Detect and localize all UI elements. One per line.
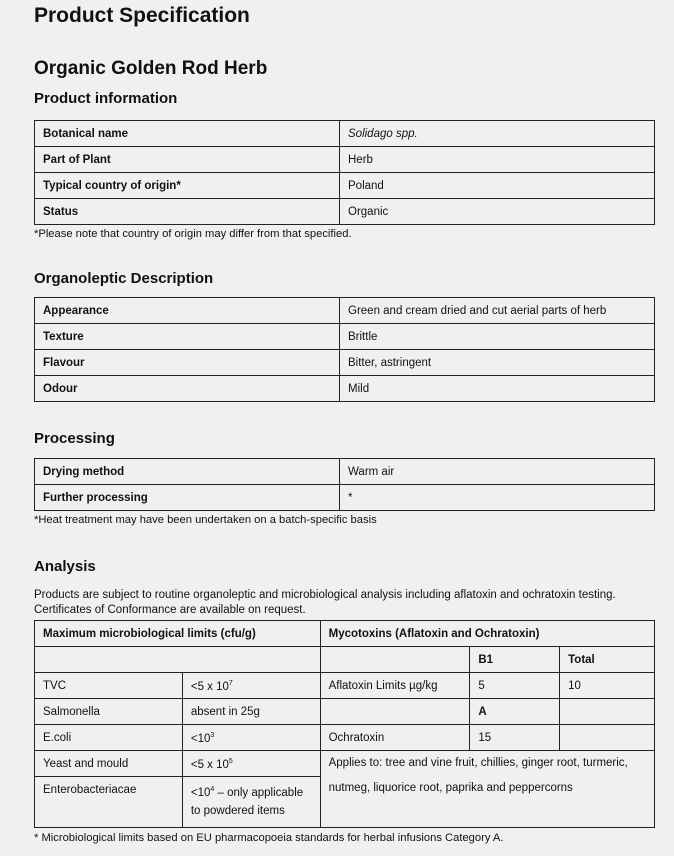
empty-cell — [35, 647, 321, 673]
table-label: Flavour — [35, 350, 340, 376]
organoleptic-table — [34, 297, 655, 402]
empty-cell — [320, 647, 470, 673]
table-value: Herb — [340, 147, 655, 173]
table-row — [35, 751, 655, 777]
applies-to-text: Applies to: tree and vine fruit, chillies, ginger root, turmeric, nutmeg, liquorice root, paprika and peppercorns — [320, 751, 654, 828]
empty-cell — [560, 699, 655, 725]
table-row — [35, 298, 655, 324]
table-label: Typical country of origin* — [35, 173, 340, 199]
table-row — [35, 376, 655, 402]
tvc-value: <5 x $10^7$ — [182, 673, 320, 699]
ecoli-value: $<10^3$ — [182, 725, 320, 751]
empty-cell — [560, 725, 655, 751]
heat-note: *Heat treatment may have been undertaken on a batch-specific basis — [34, 514, 377, 526]
salmonella-label: Salmonella — [35, 699, 183, 725]
mycotoxins-header: Mycotoxins (Aflatoxin and Ochratoxin) — [320, 621, 654, 647]
table-value: Poland — [340, 173, 655, 199]
yeast-value: <5 x $10^5$ — [182, 751, 320, 777]
table-row — [35, 350, 655, 376]
table-label: Botanical name — [35, 121, 340, 147]
ochratoxin-label: Ochratoxin — [320, 725, 470, 751]
table-row — [35, 147, 655, 173]
table-row — [35, 485, 655, 511]
ecoli-label: E.coli — [35, 725, 183, 751]
micro-footnote: * Microbiological limits based on EU pharmacopoeia standards for herbal infusions Category A. — [34, 832, 504, 844]
table-label: Status — [35, 199, 340, 225]
table-row — [35, 459, 655, 485]
product-info-heading: Product information — [34, 90, 178, 107]
analysis-heading: Analysis — [34, 558, 96, 575]
ochratoxin-subheader: A — [470, 699, 560, 725]
table-value: * — [340, 485, 655, 511]
table-label: Appearance — [35, 298, 340, 324]
table-row — [35, 725, 655, 751]
table-value: Organic — [340, 199, 655, 225]
table-row — [35, 324, 655, 350]
empty-cell — [320, 699, 470, 725]
col-b1-header: B1 — [470, 647, 560, 673]
table-label: Texture — [35, 324, 340, 350]
origin-note: *Please note that country of origin may differ from that specified. — [34, 228, 352, 240]
tvc-label: TVC — [35, 673, 183, 699]
entero-value: $<10^4$ – only applicable to powdered items — [182, 777, 320, 828]
processing-heading: Processing — [34, 430, 115, 447]
salmonella-value: absent in 25g — [182, 699, 320, 725]
product-name: Organic Golden Rod Herb — [34, 58, 268, 79]
table-value: Brittle — [340, 324, 655, 350]
table-value: Solidago spp. — [340, 121, 655, 147]
product-info-table — [34, 120, 655, 225]
analysis-intro: Products are subject to routine organoleptic and microbiological analysis including aflatoxin and ochratoxin testing. Certificates of Conformance are available on request. — [34, 589, 616, 616]
processing-table — [34, 458, 655, 511]
micro-limits-header: Maximum microbiological limits (cfu/g) — [35, 621, 321, 647]
page-title: Product Specification — [34, 4, 250, 27]
table-row — [35, 647, 655, 673]
aflatoxin-label: Aflatoxin Limits µg/kg — [320, 673, 470, 699]
table-value: Mild — [340, 376, 655, 402]
table-row — [35, 673, 655, 699]
table-row — [35, 173, 655, 199]
table-label: Odour — [35, 376, 340, 402]
table-value: Green and cream dried and cut aerial parts of herb — [340, 298, 655, 324]
table-row — [35, 121, 655, 147]
col-total-header: Total — [560, 647, 655, 673]
table-row — [35, 199, 655, 225]
table-value: Bitter, astringent — [340, 350, 655, 376]
table-label: Further processing — [35, 485, 340, 511]
aflatoxin-total: 10 — [560, 673, 655, 699]
entero-label: Enterobacteriacae — [35, 777, 183, 828]
analysis-table — [34, 620, 655, 828]
table-label: Part of Plant — [35, 147, 340, 173]
table-row — [35, 621, 655, 647]
aflatoxin-b1: 5 — [470, 673, 560, 699]
table-label: Drying method — [35, 459, 340, 485]
yeast-label: Yeast and mould — [35, 751, 183, 777]
table-value: Warm air — [340, 459, 655, 485]
ochratoxin-value: 15 — [470, 725, 560, 751]
table-row — [35, 699, 655, 725]
organoleptic-heading: Organoleptic Description — [34, 270, 214, 287]
